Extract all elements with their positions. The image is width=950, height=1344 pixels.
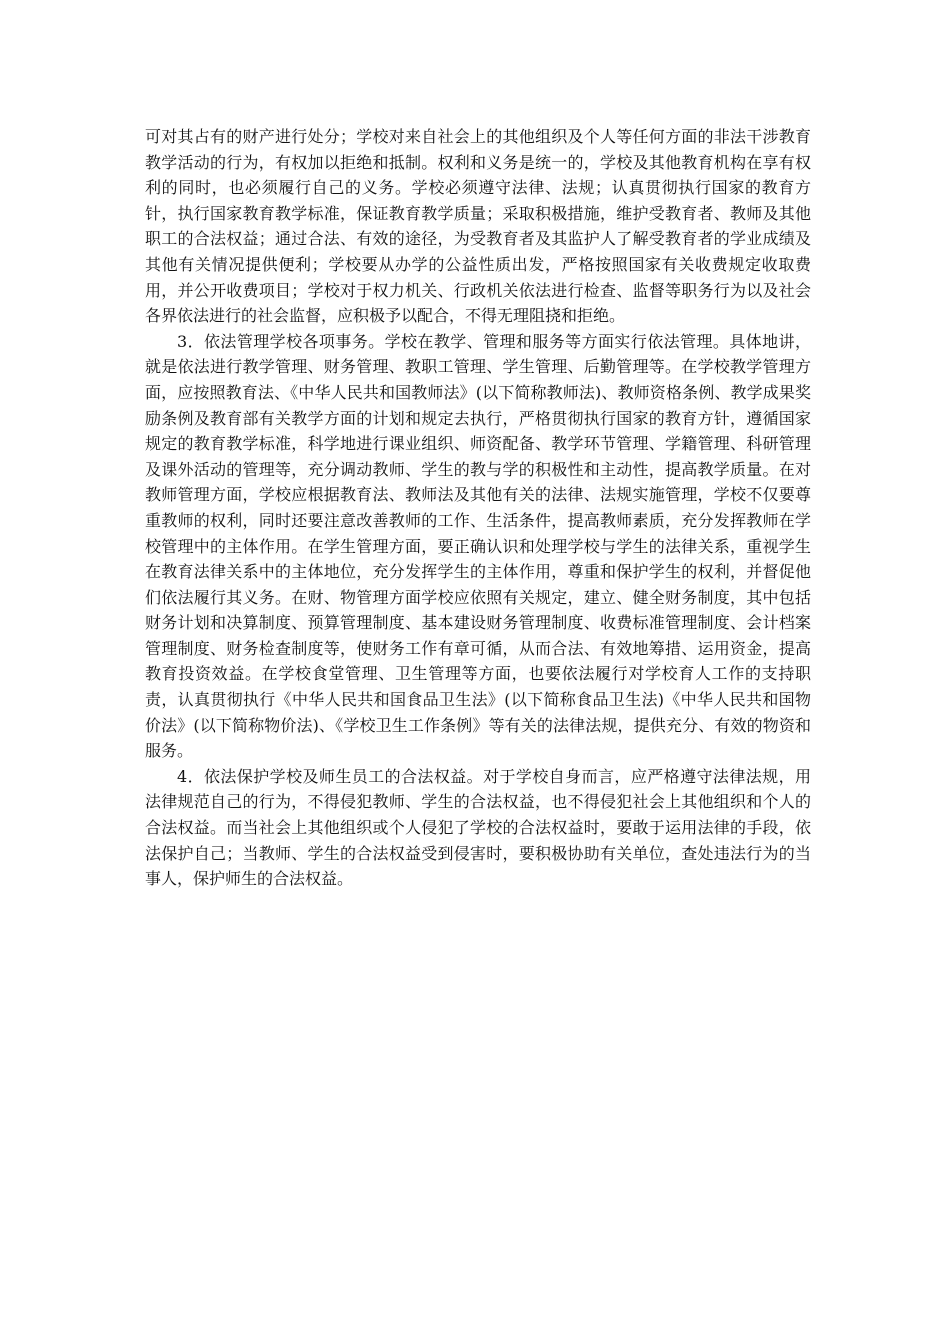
paragraph-continuation: 可对其占有的财产进行处分；学校对来自社会上的其他组织及个人等任何方面的非法干涉教育教学活动的行为，有权加以拒绝和抵制。权利和义务是统一的，学校及其他教育机构在享有权利的同时，也必须履行自己的义务。学校必须遵守法律、法规；认真贯彻执行国家的教育方针，执行国家教育教学标准，保证教育教学质量；采取积极措施，维护受教育者、教师及其他职工的合法权益；通过合法、有效的途径，为受教育者及其监护人了解受教育者的学业成绩及其他有关情况提供便利；学校要从办学的公益性质出发，严格按照国家有关收费规定收取费用，并公开收费项目；学校对于权力机关、行政机关依法进行检查、监督等职务行为以及社会各界依法进行的社会监督，应积极予以配合，不得无理阻挠和拒绝。: [145, 127, 811, 326]
paragraph-item-4: 4．依法保护学校及师生员工的合法权益。对于学校自身而言，应严格遵守法律法规，用法律规范自己的行为，不得侵犯教师、学生的合法权益，也不得侵犯社会上其他组织和个人的合法权益。而当社会上其他组织或个人侵犯了学校的合法权益时，要敢于运用法律的手段，依法保护自己；当教师、学生的合法权益受到侵害时，要积极协助有关单位，查处违法行为的当事人，保护师生的合法权益。: [145, 766, 811, 889]
document-body: [145, 124, 811, 892]
paragraph-item-3: 3．依法管理学校各项事务。学校在教学、管理和服务等方面实行依法管理。具体地讲，就是依法进行教学管理、财务管理、教职工管理、学生管理、后勤管理等。在学校教学管理方面，应按照教育法、《中华人民共和国教师法》(以下简称教师法)、教师资格条例、教学成果奖励条例及教育部有关教学方面的计划和规定去执行，严格贯彻执行国家的教育方针，遵循国家规定的教育教学标准，科学地进行课业组织、师资配备、教学环节管理、学籍管理、科研管理及课外活动的管理等，充分调动教师、学生的教与学的积极性和主动性，提高教学质量。在对教师管理方面，学校应根据教育法、教师法及其他有关的法律、法规实施管理，学校不仅要尊重教师的权利，同时还要注意改善教师的工作、生活条件，提高教师素质，充分发挥教师在学校管理中的主体作用。在学生管理方面，要正确认识和处理学校与学生的法律关系，重视学生在教育法律关系中的主体地位，充分发挥学生的主体作用，尊重和保护学生的权利，并督促他们依法履行其义务。在财、物管理方面学校应依照有关规定，建立、健全财务制度，其中包括财务计划和决算制度、预算管理制度、基本建设财务管理制度、收费标准管理制度、会计档案管理制度、财务检查制度等，使财务工作有章可循，从而合法、有效地筹措、运用资金，提高教育投资效益。在学校食堂管理、卫生管理等方面，也要依法履行对学校育人工作的支持职责，认真贯彻执行《中华人民共和国食品卫生法》(以下简称食品卫生法)《中华人民共和国物价法》(以下简称物价法)、《学校卫生工作条例》等有关的法律法规，提供充分、有效的物资和服务。: [145, 331, 811, 761]
